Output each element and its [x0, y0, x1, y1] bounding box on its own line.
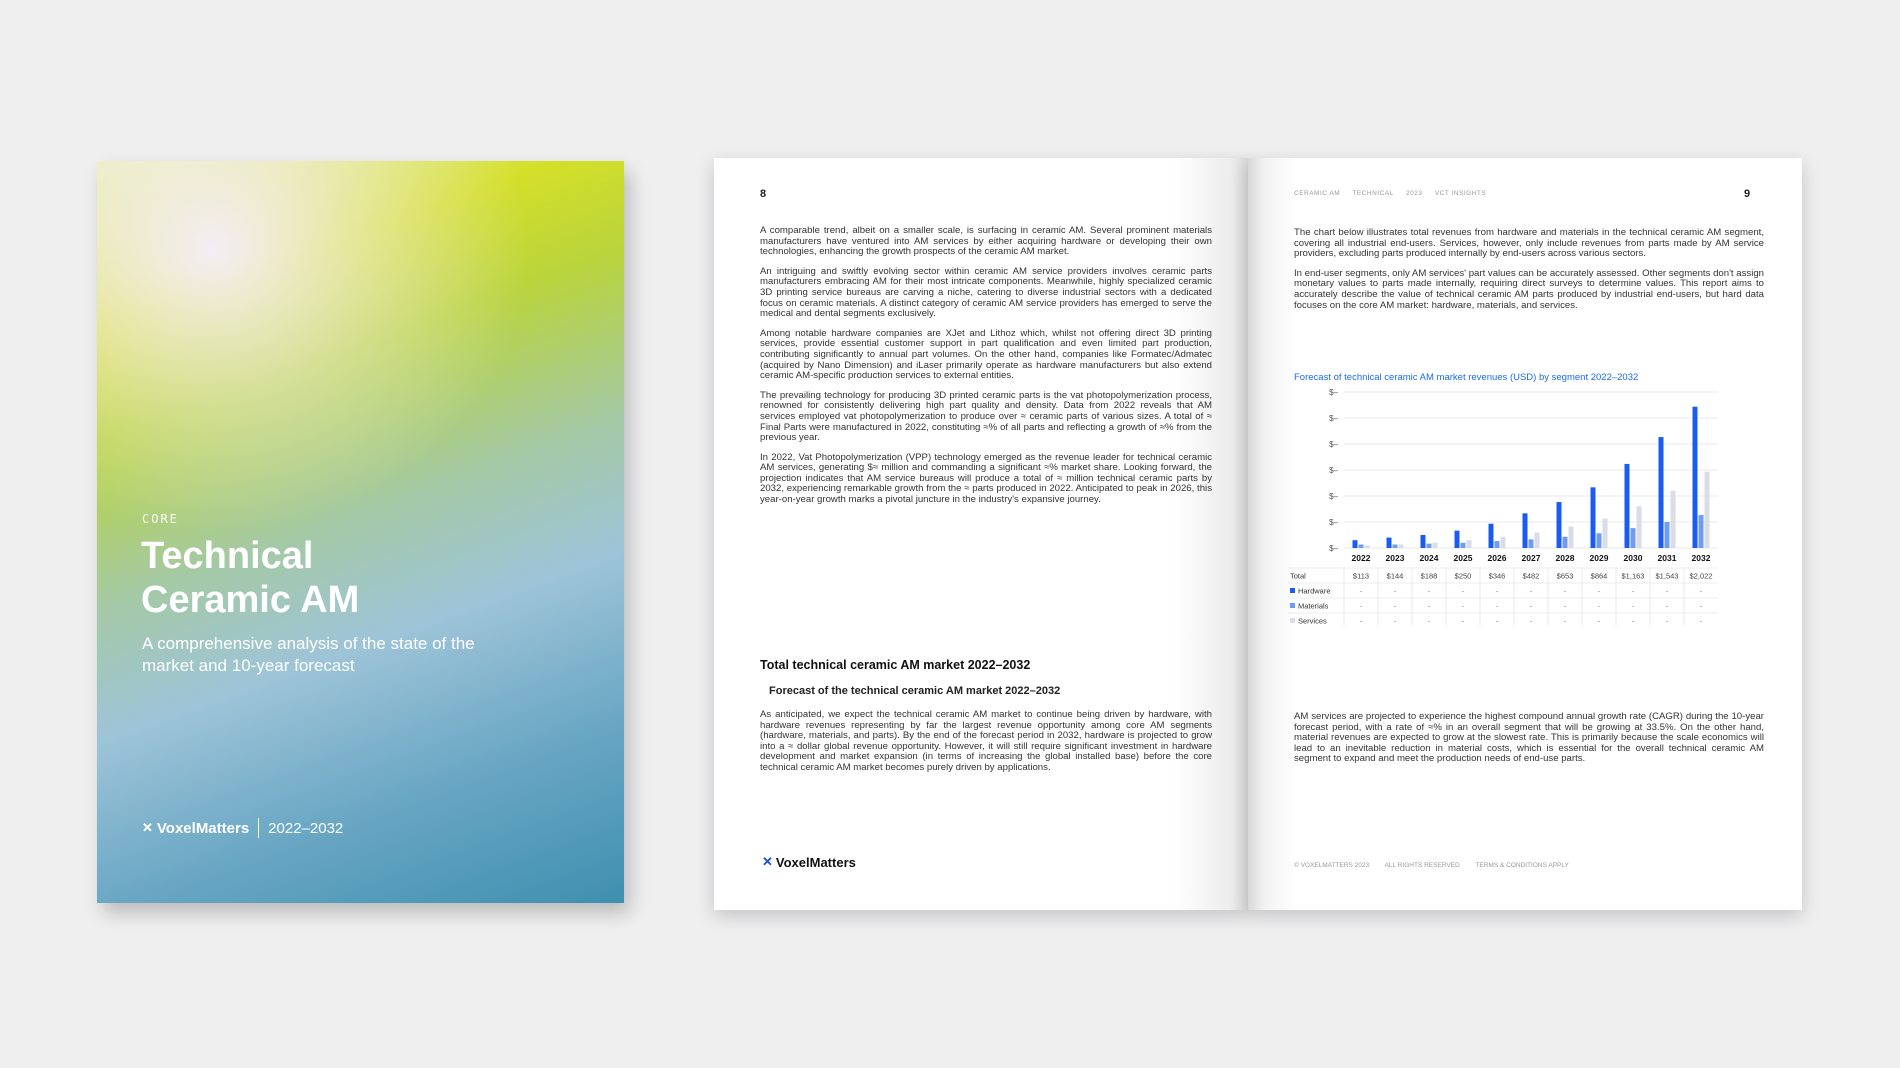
table-total-cell: $250: [1454, 571, 1472, 581]
table-total-cell: $144: [1386, 571, 1404, 581]
table-value-cell: -: [1529, 586, 1533, 596]
y-tick-label: $–: [1329, 518, 1338, 527]
table-value-cell: -: [1631, 601, 1635, 611]
table-total-cell: $653: [1556, 571, 1574, 581]
table-value-cell: -: [1461, 586, 1465, 596]
bar-services: [1365, 545, 1370, 548]
footer-item: TERMS & CONDITIONS APPLY: [1475, 862, 1569, 869]
y-tick-label: $–: [1329, 414, 1338, 423]
running-header-item: CERAMIC AM: [1294, 190, 1341, 197]
bar-materials: [1495, 541, 1500, 548]
brand-divider: [258, 818, 259, 838]
x-tick-label: 2031: [1657, 553, 1677, 563]
table-value-cell: -: [1597, 601, 1601, 611]
table-row-label: Total: [1290, 571, 1306, 581]
table-value-cell: -: [1495, 616, 1499, 626]
running-header-item: TECHNICAL: [1352, 190, 1394, 197]
table-value-cell: -: [1529, 616, 1533, 626]
cover-years: 2022–2032: [268, 819, 344, 837]
bar-services: [1637, 506, 1642, 548]
bar-materials: [1563, 537, 1568, 548]
bar-materials: [1427, 544, 1432, 548]
cover-subtitle: A comprehensive analysis of the state of the market and 10-year forecast: [142, 634, 475, 675]
left-page-body: [760, 226, 1212, 515]
table-value-cell: -: [1393, 586, 1397, 596]
report-cover: [97, 161, 624, 903]
page-footer: [1294, 862, 1583, 869]
bar-hardware: [1591, 487, 1596, 548]
table-value-cell: -: [1461, 601, 1465, 611]
bar-materials: [1631, 528, 1636, 548]
bar-services: [1433, 543, 1438, 548]
bar-hardware: [1421, 535, 1426, 548]
table-value-cell: -: [1393, 601, 1397, 611]
left-page-brand: VoxelMatters: [775, 854, 856, 870]
bar-hardware: [1693, 407, 1698, 548]
left-page-number: 8: [760, 188, 767, 200]
x-tick-label: 2025: [1453, 553, 1473, 563]
right-paragraph: In end-user segments, only AM services' part values can be accurately assessed. Other segments don't assign monetary values to parts made internally, requiring direct surveys to determine values. This report aims to accurately describe the value of technical ceramic AM parts produced by industrial end-users, but hard data focuses on the core AM market: hardware, materials, and services.: [1294, 267, 1764, 311]
section-heading: Total technical ceramic AM market 2022–2032: [760, 658, 1031, 672]
bar-hardware: [1387, 538, 1392, 548]
bar-materials: [1699, 515, 1704, 548]
bar-services: [1535, 532, 1540, 548]
table-value-cell: -: [1461, 616, 1465, 626]
footer-item: © VOXELMATTERS 2023: [1294, 862, 1370, 869]
table-value-cell: -: [1495, 601, 1499, 611]
table-value-cell: -: [1393, 616, 1397, 626]
running-header-item: 2023: [1406, 190, 1423, 197]
left-page: [714, 158, 1248, 910]
legend-swatch-services: [1290, 618, 1295, 623]
right-page-body: [1294, 228, 1764, 320]
table-value-cell: -: [1359, 616, 1363, 626]
table-total-cell: $346: [1488, 571, 1506, 581]
bar-materials: [1597, 533, 1602, 548]
cover-title-line1: Technical: [141, 535, 314, 577]
table-value-cell: -: [1563, 586, 1567, 596]
table-total-cell: $1,163: [1621, 571, 1645, 581]
y-tick-label: $–: [1329, 388, 1338, 397]
cover-brand-name: VoxelMatters: [156, 819, 250, 837]
table-row-label: Hardware: [1298, 586, 1331, 596]
bar-services: [1671, 491, 1676, 548]
cover-title-line2: Ceramic AM: [141, 579, 360, 621]
bar-materials: [1393, 545, 1398, 548]
bar-materials: [1529, 539, 1534, 548]
section-subheading: Forecast of the technical ceramic AM market 2022–2032: [769, 685, 1061, 697]
table-total-cell: $113: [1352, 571, 1370, 581]
bar-services: [1569, 526, 1574, 548]
x-tick-label: 2026: [1487, 553, 1507, 563]
right-paragraph: The chart below illustrates total revenues from hardware and materials in the technical ceramic AM segment, covering all industrial end-users. Services, however, only include revenues from parts made by AM service providers, excluding parts produced internally by end-users across various sectors.: [1294, 227, 1764, 260]
right-page-number: 9: [1744, 188, 1751, 200]
left-paragraph: An intriguing and swiftly evolving sector within ceramic AM service providers involves ceramic parts manufacturers embracing AM for their most intricate components. Meanwhile, highly specialized ceramic 3D printing service bureaus are carving a niche, catering to diverse industrial sectors with a dedicated focus on ceramic materials. A distinct category of ceramic AM service providers has emerged to serve the medical and dental segments exclusively.: [760, 265, 1212, 320]
bar-materials: [1461, 543, 1466, 548]
table-value-cell: -: [1427, 601, 1431, 611]
bar-hardware: [1353, 540, 1358, 548]
left-page-logo: [762, 854, 856, 870]
revenue-forecast-chart: [1288, 386, 1728, 626]
legend-swatch-materials: [1290, 603, 1295, 608]
x-tick-label: 2028: [1555, 553, 1575, 563]
bar-hardware: [1455, 531, 1460, 548]
table-total-cell: $482: [1522, 571, 1540, 581]
running-header-item: VCT INSIGHTS: [1434, 190, 1487, 197]
bar-hardware: [1625, 464, 1630, 548]
voxelmatters-mark-icon: ✕: [142, 820, 153, 835]
left-paragraph: Among notable hardware companies are XJet and Lithoz which, whilst not offering direct 3D printing services, provide essential customer support in part qualification and even limited part production, contributing significantly to annual part volumes. On the other hand, companies like Formatec/Admatec (acquired by Nano Dimension) and iLaser primarily operate as hardware manufacturers but also extend ceramic AM-specific production services to external entities.: [760, 327, 1212, 382]
bar-hardware: [1489, 524, 1494, 548]
table-value-cell: -: [1563, 601, 1567, 611]
cover-title: [141, 534, 581, 622]
x-tick-label: 2032: [1691, 553, 1711, 563]
table-value-cell: -: [1427, 616, 1431, 626]
right-closing-paragraph: AM services are projected to experience the highest compound annual growth rate (CAGR) during the 10-year forecast period, with a rate of ≈% in an overall segment that will be growing at 33.5%. On the other hand, material revenues are expected to grow at the slowest rate. This is primarily because the scale economics will lead to an inevitable reduction in material costs, which is essential for the overall technical ceramic AM segment to expand and meet the production needs of end-use parts.: [1294, 711, 1764, 765]
bar-materials: [1665, 522, 1670, 548]
bar-services: [1467, 540, 1472, 548]
table-row-label: Services: [1298, 616, 1327, 626]
footer-item: ALL RIGHTS RESERVED: [1384, 862, 1460, 869]
x-tick-label: 2029: [1589, 553, 1609, 563]
x-tick-label: 2030: [1623, 553, 1643, 563]
x-tick-label: 2027: [1521, 553, 1541, 563]
y-tick-label: $–: [1329, 492, 1338, 501]
table-value-cell: -: [1631, 586, 1635, 596]
cover-brand: [142, 818, 343, 838]
bar-services: [1399, 545, 1404, 548]
table-value-cell: -: [1665, 601, 1669, 611]
table-value-cell: -: [1427, 586, 1431, 596]
table-value-cell: -: [1597, 586, 1601, 596]
running-header: [1294, 190, 1496, 197]
table-value-cell: -: [1597, 616, 1601, 626]
table-total-cell: $2,022: [1689, 571, 1713, 581]
chart-title: Forecast of technical ceramic AM market revenues (USD) by segment 2022–2032: [1294, 372, 1639, 383]
table-value-cell: -: [1359, 586, 1363, 596]
x-tick-label: 2024: [1419, 553, 1439, 563]
bar-services: [1501, 537, 1506, 548]
voxelmatters-mark-icon: ✕: [762, 854, 773, 869]
y-tick-label: $–: [1329, 440, 1338, 449]
table-total-cell: $864: [1590, 571, 1608, 581]
bar-materials: [1359, 545, 1364, 548]
voxelmatters-logo: [142, 820, 249, 837]
table-total-cell: $188: [1420, 571, 1438, 581]
table-value-cell: -: [1529, 601, 1533, 611]
table-value-cell: -: [1563, 616, 1567, 626]
cover-tag: CORE: [142, 512, 179, 526]
table-value-cell: -: [1631, 616, 1635, 626]
bar-services: [1603, 519, 1608, 548]
table-value-cell: -: [1665, 616, 1669, 626]
left-paragraph: In 2022, Vat Photopolymerization (VPP) technology emerged as the revenue leader for technical ceramic AM services, generating $≈ million and commanding a significant ≈% market share. Looking forward, the projection indicates that AM service bureaus will produce a total of ≈ million technical ceramic parts by 2032, experiencing remarkable growth from the ≈ parts produced in 2022. Anticipated to peak in 2026, this year-on-year growth marks a pivotal juncture in the industry's expansive journey.: [760, 451, 1212, 506]
table-value-cell: -: [1699, 586, 1703, 596]
table-value-cell: -: [1495, 586, 1499, 596]
left-paragraph: The prevailing technology for producing 3D printed ceramic parts is the vat photopolymerization process, renowned for consistently delivering high part quality and density. Data from 2022 reveals that AM services employed vat photopolymerization to produce over ≈ ceramic parts of various sizes. A total of ≈ Final Parts were manufactured in 2022, constituting ≈% of all parts and reflecting a growth of ≈% from the previous year.: [760, 389, 1212, 444]
x-tick-label: 2022: [1351, 553, 1371, 563]
left-closing-paragraph: As anticipated, we expect the technical ceramic AM market to continue being driven by hardware, with hardware revenues representing by far the largest revenue opportunity among core AM segments (hardware, materials, and parts). By the end of the forecast period in 2032, hardware is projected to grow into a ≈ dollar global revenue opportunity. However, it will still require significant investment in hardware development and market expansion (in terms of increasing the global installed base) before the core technical ceramic AM market becomes purely driven by applications.: [760, 709, 1212, 773]
table-value-cell: -: [1359, 601, 1363, 611]
table-value-cell: -: [1665, 586, 1669, 596]
table-value-cell: -: [1699, 616, 1703, 626]
bar-hardware: [1557, 502, 1562, 548]
y-tick-label: $–: [1329, 544, 1338, 553]
table-value-cell: -: [1699, 601, 1703, 611]
bar-hardware: [1659, 437, 1664, 548]
bar-services: [1705, 472, 1710, 548]
y-tick-label: $–: [1329, 466, 1338, 475]
bar-hardware: [1523, 513, 1528, 548]
open-report-spread: [714, 158, 1802, 910]
right-page: [1248, 158, 1802, 910]
x-tick-label: 2023: [1385, 553, 1405, 563]
table-total-cell: $1,543: [1655, 571, 1679, 581]
left-paragraph: A comparable trend, albeit on a smaller scale, is surfacing in ceramic AM. Several prominent materials manufacturers have ventured into AM services by either acquiring hardware or developing their own technologies, enhancing the growth prospects of the ceramic AM market.: [760, 225, 1212, 258]
legend-swatch-hardware: [1290, 588, 1295, 593]
table-row-label: Materials: [1298, 601, 1329, 611]
